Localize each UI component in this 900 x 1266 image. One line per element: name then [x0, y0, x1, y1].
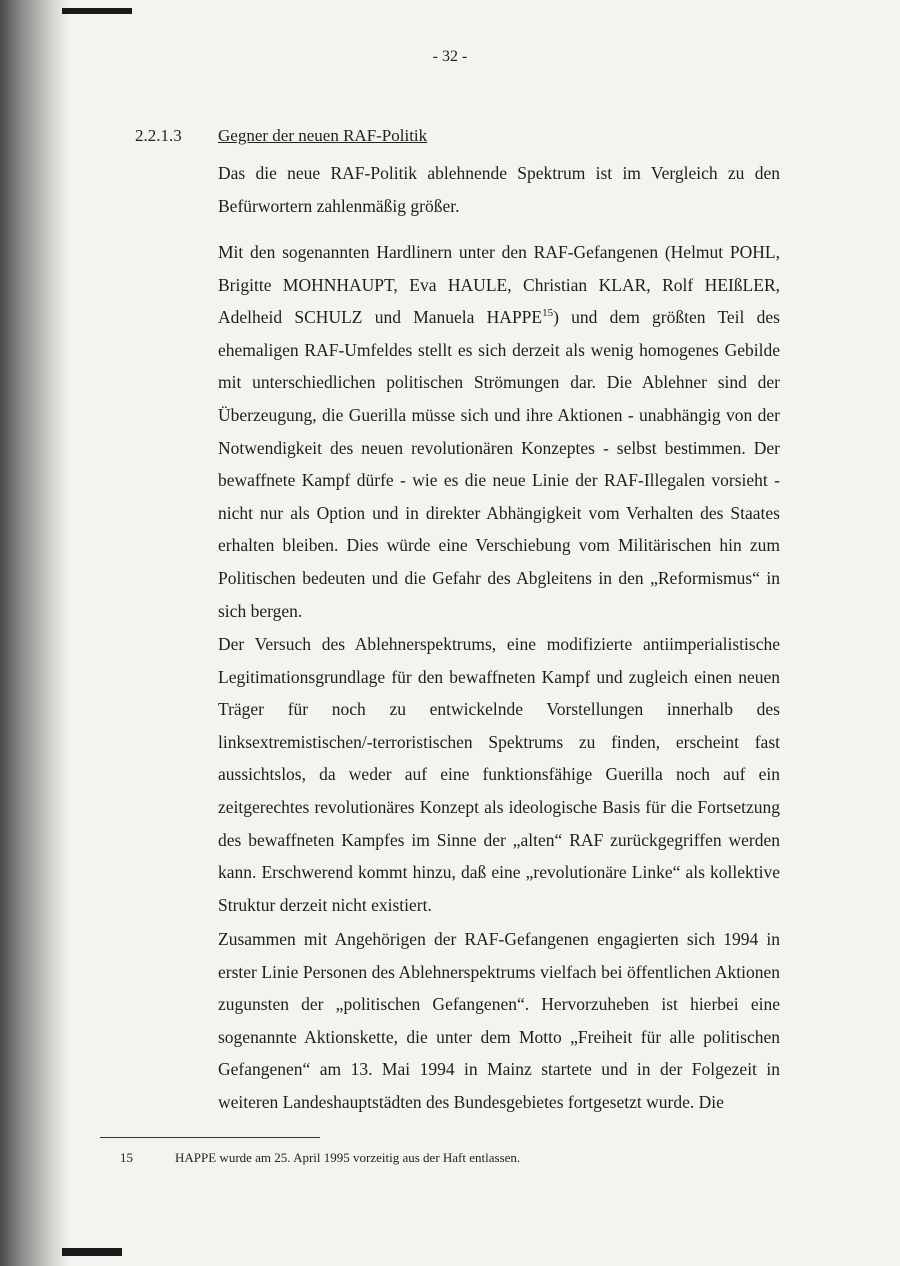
binding-shadow [0, 0, 70, 1266]
paragraph: Der Versuch des Ablehnerspektrums, eine modifizierte antiimperialistische Legitimationsgrundlage für den bewaffneten Kampf und zugleich einen neuen Träger für noch zu entwickelnde Vorstellungen innerhalb des linksextremistischen/-terroristischen Spektrums zu finden, erscheint fast aussichtslos, da weder auf eine funktionsfähige Guerilla noch auf ein zeitgerechtes revolutionäres Konzept als ideologische Basis für die Fortsetzung des bewaffneten Kampfes im Sinne der „alten“ RAF zurückgegriffen werden kann. Erschwerend kommt hinzu, daß eine „revolutionäre Linke“ als kollektive Struktur derzeit nicht existiert. [218, 634, 780, 915]
section-number: 2.2.1.3 [135, 126, 182, 145]
paragraph: Zusammen mit Angehörigen der RAF-Gefangenen engagierten sich 1994 in erster Linie Personen des Ablehnerspektrums vielfach bei öffentlichen Aktionen zugunsten der „politischen Gefangenen“. Hervorzuheben ist hierbei eine sogenannte Aktionskette, die unter dem Motto „Freiheit für alle politischen Gefangenen“ am 13. Mai 1994 in Mainz startete und in der Folgezeit in weiteren Landeshauptstädten des Bundesgebietes fortgesetzt wurde. Die [218, 929, 780, 1112]
top-scan-mark [62, 8, 132, 14]
footnote-text: HAPPE wurde am 25. April 1995 vorzeitig aus der Haft entlassen. [175, 1150, 521, 1165]
page-number: - 32 - [432, 48, 468, 65]
paragraph-text: Mit den sogenannten Hardlinern unter den RAF-Gefangenen (Helmut POHL, Brigitte MOHNHAUPT, Eva HAULE, Christian KLAR, Rolf HEIßLER, Adelheid SCHULZ und Manuela HAPPE [218, 242, 780, 328]
paragraph-text: ) und dem größten Teil des ehemaligen RAF-Umfeldes stellt es sich derzeit als wenig homogenes Gebilde mit unterschiedlichen politischen Strömungen dar. Die Ablehner sind der Überzeugung, die Guerilla müsse sich und ihre Aktionen - unabhängig von der Notwendigkeit des neuen revolutionären Konzeptes - selbst bestimmen. Der bewaffnete Kampf dürfe - wie es die neue Linie der RAF-Illegalen vorsieht - nicht nur als Option und in direkter Abhängigkeit vom Verhalten des Staates erhalten bleiben. Dies würde eine Verschiebung vom Militärischen hin zum Politischen bedeuten und die Gefahr des Abgleitens in den „Reformismus“ in sich bergen. [218, 307, 780, 621]
bottom-scan-mark [62, 1248, 122, 1256]
footnote-number: 15 [120, 1150, 133, 1165]
paragraph: Das die neue RAF-Politik ablehnende Spektrum ist im Vergleich zu den Befürwortern zahlenmäßig größer. [218, 163, 780, 216]
section-title: Gegner der neuen RAF-Politik [218, 126, 428, 145]
footnote-divider [100, 1137, 320, 1138]
paragraph [218, 236, 780, 627]
footnote-reference: 15 [542, 307, 554, 320]
